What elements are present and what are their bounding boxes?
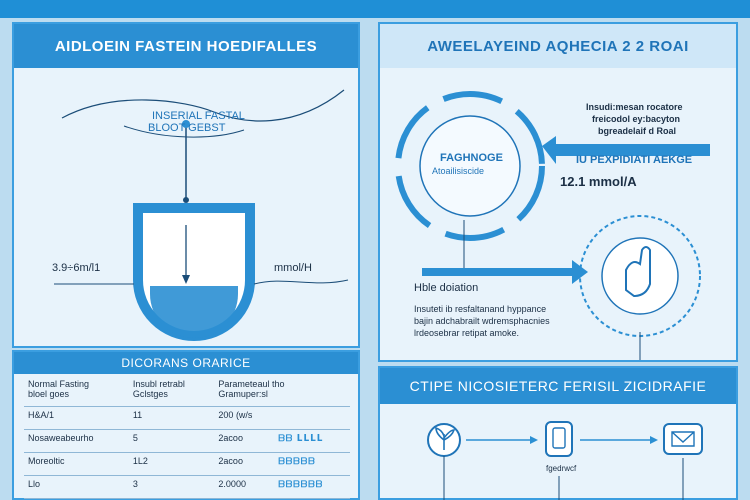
row-cell-2: 11 (129, 407, 215, 430)
row-cell-2: 5 (129, 430, 215, 453)
row-cell-3: 2acoo (214, 430, 274, 453)
row-bars: ᗷᗷᗷᗷᗷᗷ (274, 476, 350, 499)
row-cell-1: Nosaweabeurho (24, 430, 129, 453)
row-cell-3: 200 (w/s (214, 407, 274, 430)
header-col-3: Parameteaul tho Gramuper:sl (214, 376, 350, 407)
flow-diagram (380, 406, 736, 500)
flow-arrow-1-head (530, 436, 538, 444)
flow-panel-title: CTIPE NICOSIETERC FERISIL ZICIDRAFIE (380, 368, 736, 404)
note-line3: lrdeosebrar retipat amoke. (414, 328, 520, 338)
flow-step-label: fgedrwcf (546, 464, 577, 473)
header-col-1: Normal Fasting bloel goes (24, 376, 129, 407)
table-row (24, 476, 350, 499)
circle-text-line2: Atoailisiscide (432, 166, 485, 176)
probe-end-dot (183, 197, 189, 203)
row-cell-1: H&A/1 (24, 407, 129, 430)
row-bars: ᗷᗷ ᒪᒪᒪᒪ (274, 430, 350, 453)
circle-text-line1: FAGHNOGE (440, 152, 503, 164)
hble-label: Hble doiation (414, 282, 479, 294)
banner-text: IU PEXPIDIATI AEKGE (576, 154, 693, 166)
comparison-table-panel (12, 350, 360, 500)
fasting-left-value: 3.9÷6m/l1 (52, 262, 101, 274)
row-cell-2: 3 (129, 476, 215, 499)
step-3-box (664, 424, 702, 454)
fasting-glucose-panel (12, 22, 360, 348)
fasting-right-unit: mmol/H (274, 262, 312, 274)
table-row (24, 430, 350, 453)
row-bars (274, 407, 350, 430)
comparison-table (24, 376, 350, 499)
hand-circle (602, 238, 678, 314)
table-panel-title: DICORANS ORARICE (14, 352, 358, 374)
reading-value: 12.1 mmol/A (560, 174, 637, 189)
table-row (24, 407, 350, 430)
flow-panel (378, 366, 738, 500)
guide-right (254, 280, 348, 284)
fasting-panel-title: AIDLOEIN FASTEIN HOEDIFALLES (14, 24, 358, 68)
step-2-box (546, 422, 572, 456)
row-cell-1: Moreoltic (24, 453, 129, 476)
top-bar (0, 0, 750, 18)
note-line2: bajin adchabrailt wdremsphacnies (414, 316, 550, 326)
fasting-label-line2: BLOOT GEBST (148, 122, 226, 134)
flow-arrow-2-head (650, 436, 658, 444)
hble-arrow-bar (422, 268, 572, 276)
table-row (24, 453, 350, 476)
annotation-line1: Insudi:mesan rocatore (586, 102, 683, 112)
annotation-line2: freicodol ey:bacyton (592, 114, 681, 124)
row-cell-2: 1L2 (129, 453, 215, 476)
table-header-row (24, 376, 350, 407)
row-cell-1: Llo (24, 476, 129, 499)
row-bars: ᗷᗷᗷᗷᗷ (274, 453, 350, 476)
note-line1: Insuteti ib resfaltanand hyppance (414, 304, 547, 314)
header-col-2: Insubl retrabl Gclstges (129, 376, 215, 407)
average-reading-panel (378, 22, 738, 362)
row-cell-3: 2.0000 (214, 476, 274, 499)
annotation-line3: bgreadelaif d Roal (598, 126, 677, 136)
average-panel-title: AWEELAYEIND AQHECIA 2 2 ROAI (380, 24, 736, 68)
row-cell-3: 2acoo (214, 453, 274, 476)
fasting-label-line1: INSERIAL FASTAL (152, 110, 245, 122)
